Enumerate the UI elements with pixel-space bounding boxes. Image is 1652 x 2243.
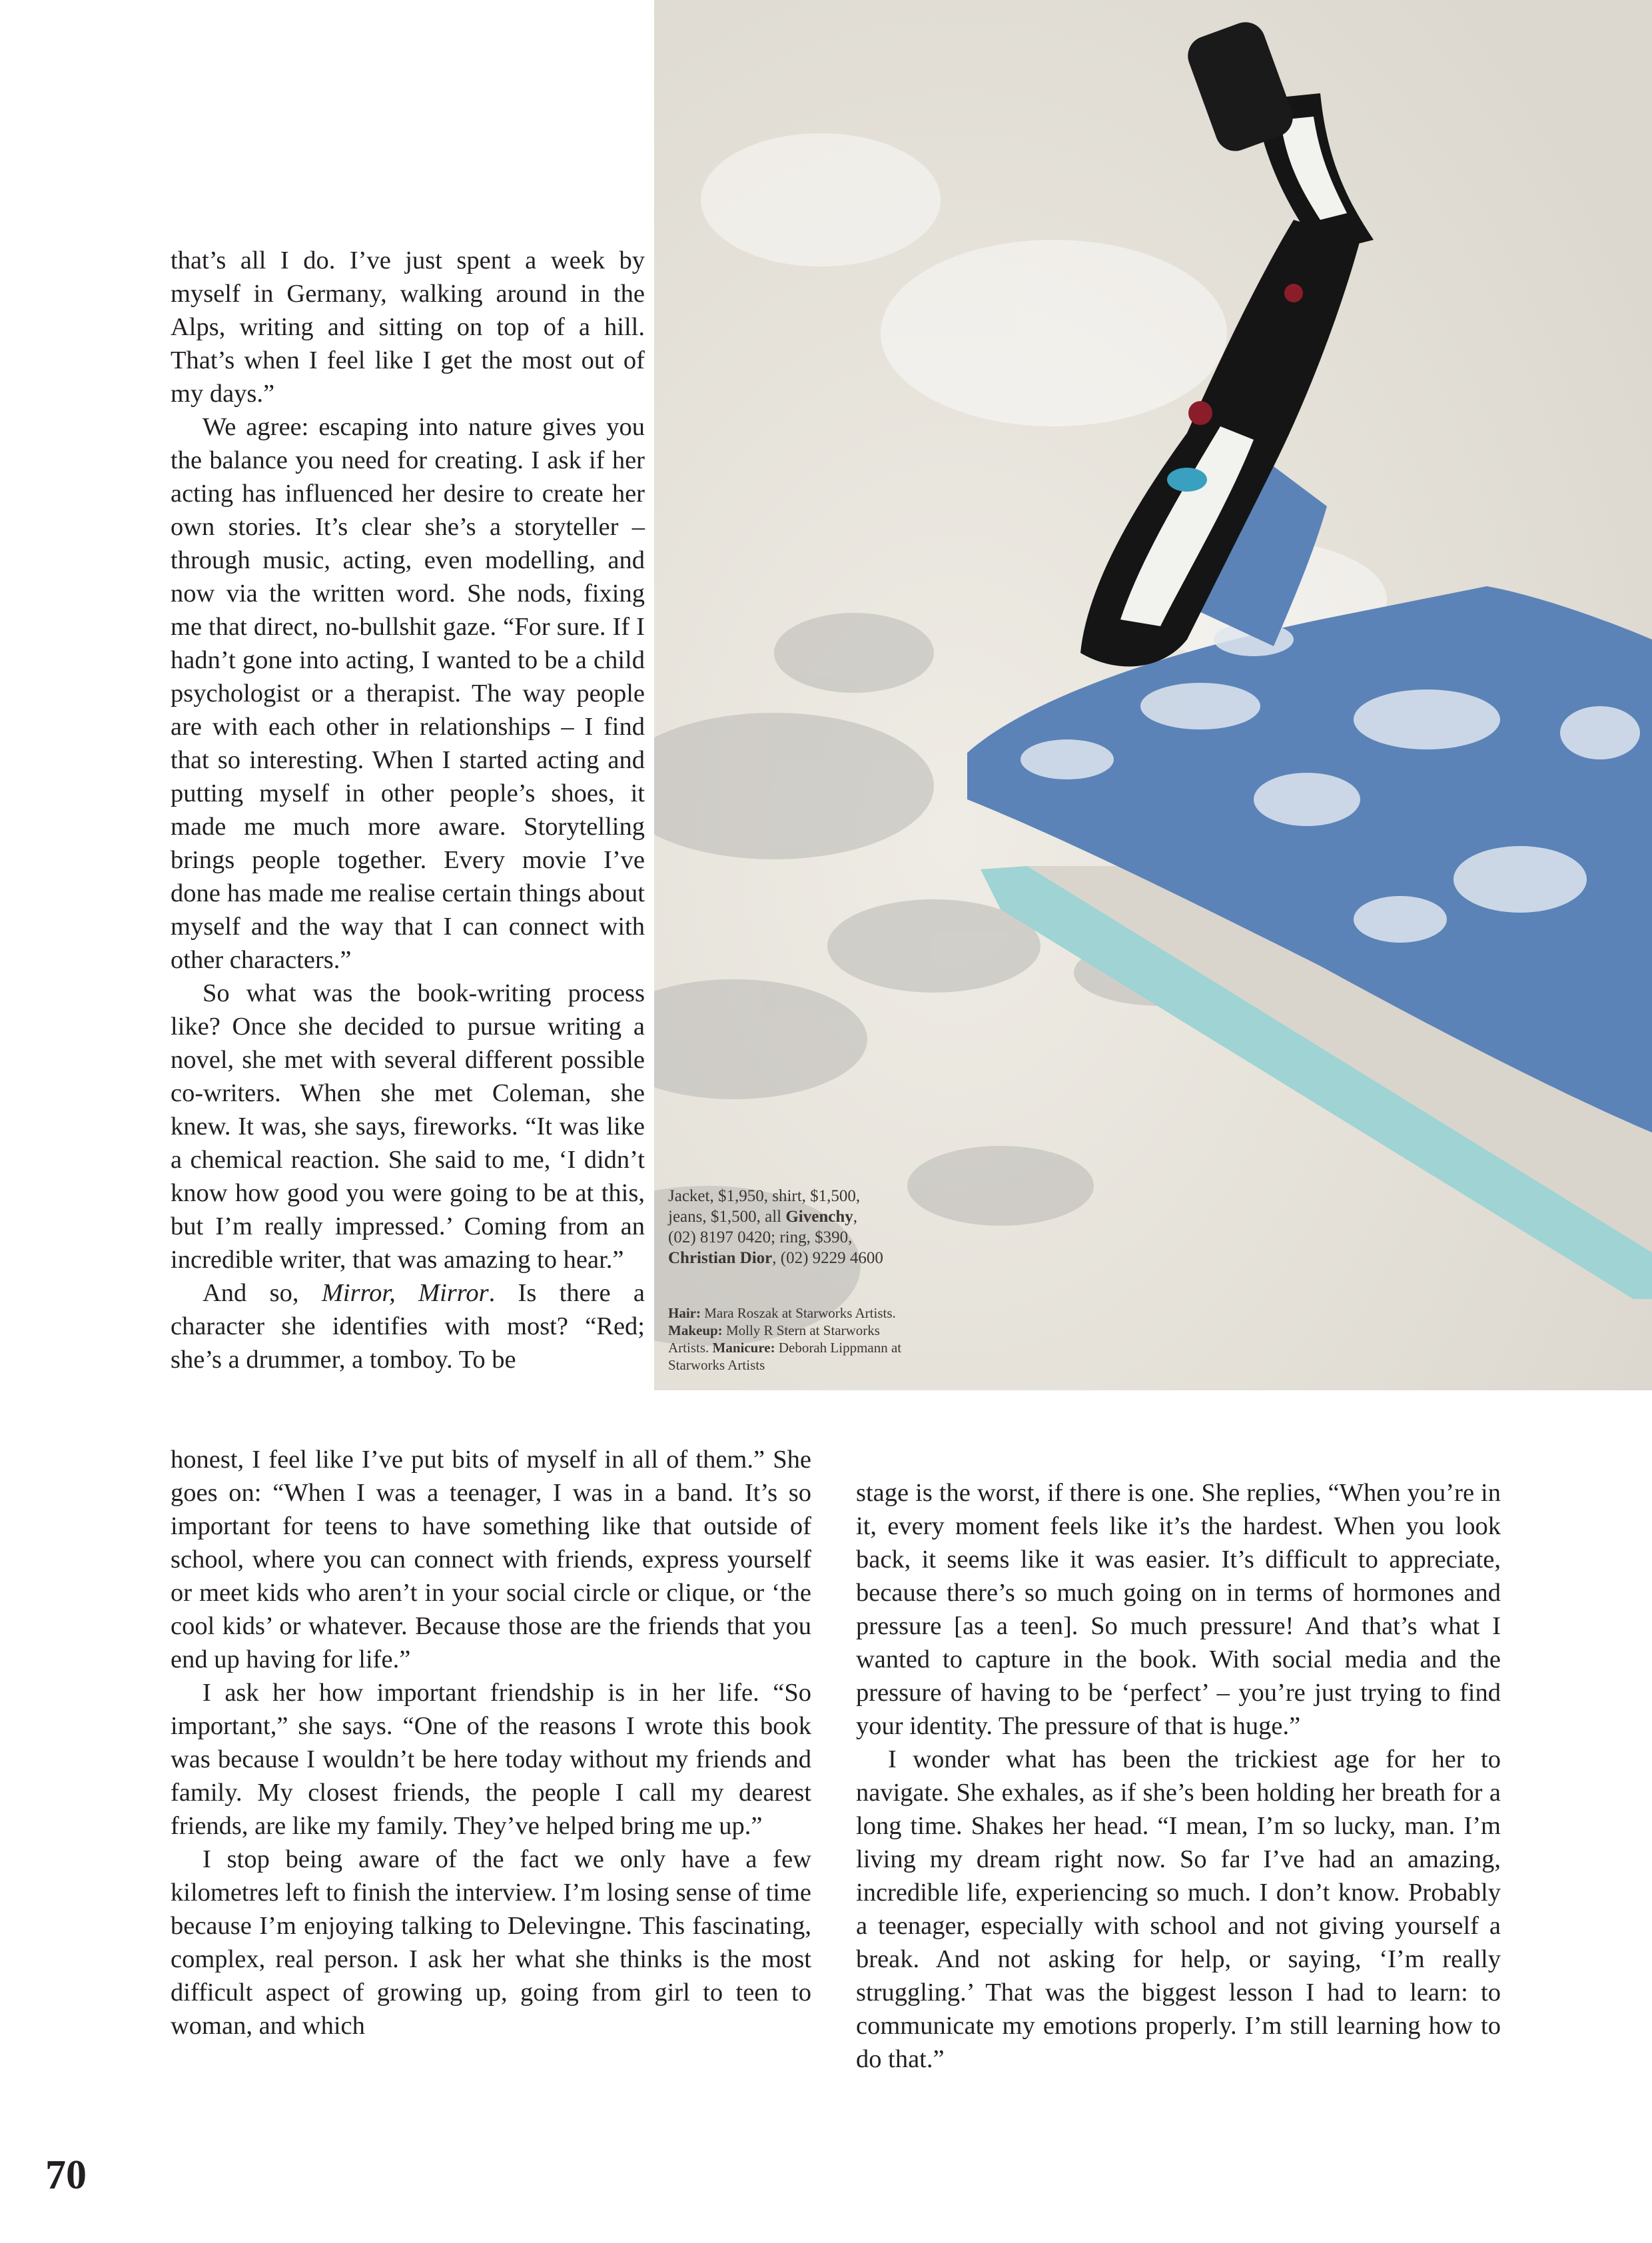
article-paragraph: We agree: escaping into nature gives you the balance you need for creating. I ask if her acting has influenced her desire to create her own stories. It’s clear she’s a storyteller – through music, acting, even modelling, and now via the written word. She nods, fixing me that direct, no-bullshit gaze. “For sure. If I hadn’t gone into acting, I wanted to be a child psychologist or a therapist. The way people are with each other in relationships – I find that so interesting. When I started acting and putting myself in other people’s shoes, it made me much more aware. Storytelling brings people together. Every movie I’ve done has made me realise certain things about myself and the way that I can connect with other characters.” <box>171 413 645 974</box>
article-paragraph: that’s all I do. I’ve just spent a week by myself in Germany, walking around in the Alps, writing and sitting on top of a hill. That’s when I feel like I get the most out of my days.” <box>171 246 645 408</box>
text-run: And so, <box>203 1279 322 1307</box>
caption-line: Jacket, $1,950, shirt, $1,500, <box>668 1187 861 1205</box>
article-column-right <box>856 1476 1501 2076</box>
article-paragraph: stage is the worst, if there is one. She replies, “When you’re in it, every moment feels like it’s the hardest. When you look back, it seems like it was easier. It’s difficult to appreciate, because there’s so much going on in terms of hormones and pressure [as a teen]. So much pressure! And that’s what I wanted to capture in the book. With social media and the pressure of having to be ‘perfect’ – you’re just trying to find your identity. The pressure of that is huge.” <box>856 1479 1501 1740</box>
article-column-left <box>171 1443 811 2042</box>
photo-credits <box>668 1304 908 1374</box>
text-run: . Is there a character she identifies with most? “Red; she’s a drummer, a tomboy. To be <box>171 1279 645 1374</box>
article-paragraph: I ask her how important friendship is in her life. “So important,” she says. “One of the reasons I wrote this book was because I wouldn’t be here today without my friends and family. My closest friends, the people I call my dearest friends, are like my family. They’ve helped bring me up.” <box>171 1679 811 1840</box>
editorial-photo <box>654 0 1652 1390</box>
article-paragraph: I stop being aware of the fact we only have a few kilometres left to finish the interview. I’m losing sense of time because I’m enjoying talking to Delevingne. This fascinating, complex, real person. I ask her what she thinks is the most difficult aspect of growing up, going from girl to teen to woman, and which <box>171 1845 811 2040</box>
article-paragraph: So what was the book-writing process like? Once she decided to pursue writing a novel, she met with several different possible co-writers. When she met Coleman, she knew. It was, she says, fireworks. “It was like a chemical reaction. She said to me, ‘I didn’t know how good you were going to be at this, but I’m really impressed.’ Coming from an incredible writer, that was amazing to hear.” <box>171 979 645 1274</box>
credit-label: Makeup: <box>668 1322 723 1338</box>
article-paragraph: honest, I feel like I’ve put bits of myself in all of them.” She goes on: “When I was a teenager, I was in a band. It’s so important for teens to have something like that outside of school, where you can connect with friends, express yourself or meet kids who aren’t in your social circle or clique, or ‘the cool kids’ or whatever. Because those are the friends that you end up having for life.” <box>171 1446 811 1673</box>
credit-text: Molly R Stern at Starworks Artists. <box>668 1322 880 1356</box>
credit-label: Manicure: <box>712 1340 775 1356</box>
credit-text: Mara Roszak at Starworks Artists. <box>700 1305 896 1321</box>
caption-brand: Givenchy <box>785 1208 853 1226</box>
caption-line: (02) 8197 0420; ring, $390, <box>668 1228 853 1246</box>
photo-illustration <box>654 0 1652 1390</box>
page-number: 70 <box>45 2152 87 2198</box>
caption-line: jeans, $1,500, all <box>668 1208 786 1226</box>
book-title: Mirror, Mirror <box>321 1279 489 1307</box>
photo-caption <box>668 1186 908 1268</box>
credit-label: Hair: <box>668 1305 701 1321</box>
caption-brand: Christian Dior <box>668 1249 773 1267</box>
article-column-top <box>171 244 645 1376</box>
article-paragraph <box>171 1276 645 1376</box>
caption-line: , (02) 9229 4600 <box>772 1249 883 1267</box>
caption-line: , <box>853 1208 858 1226</box>
article-paragraph: I wonder what has been the trickiest age for her to navigate. She exhales, as if she’s been holding her breath for a long time. Shakes her head. “I mean, I’m so lucky, man. I’m living my dream right now. So far I’ve had an amazing, incredible life, experiencing so much. I don’t know. Probably a teenager, especially with school and not giving yourself a break. And not asking for help, or saying, ‘I’m really struggling.’ That was the biggest lesson I had to learn: to communicate my emotions properly. I’m still learning how to do that.” <box>856 1745 1501 2073</box>
credit-text: Deborah Lippmann at Starworks Artists <box>668 1340 902 1373</box>
